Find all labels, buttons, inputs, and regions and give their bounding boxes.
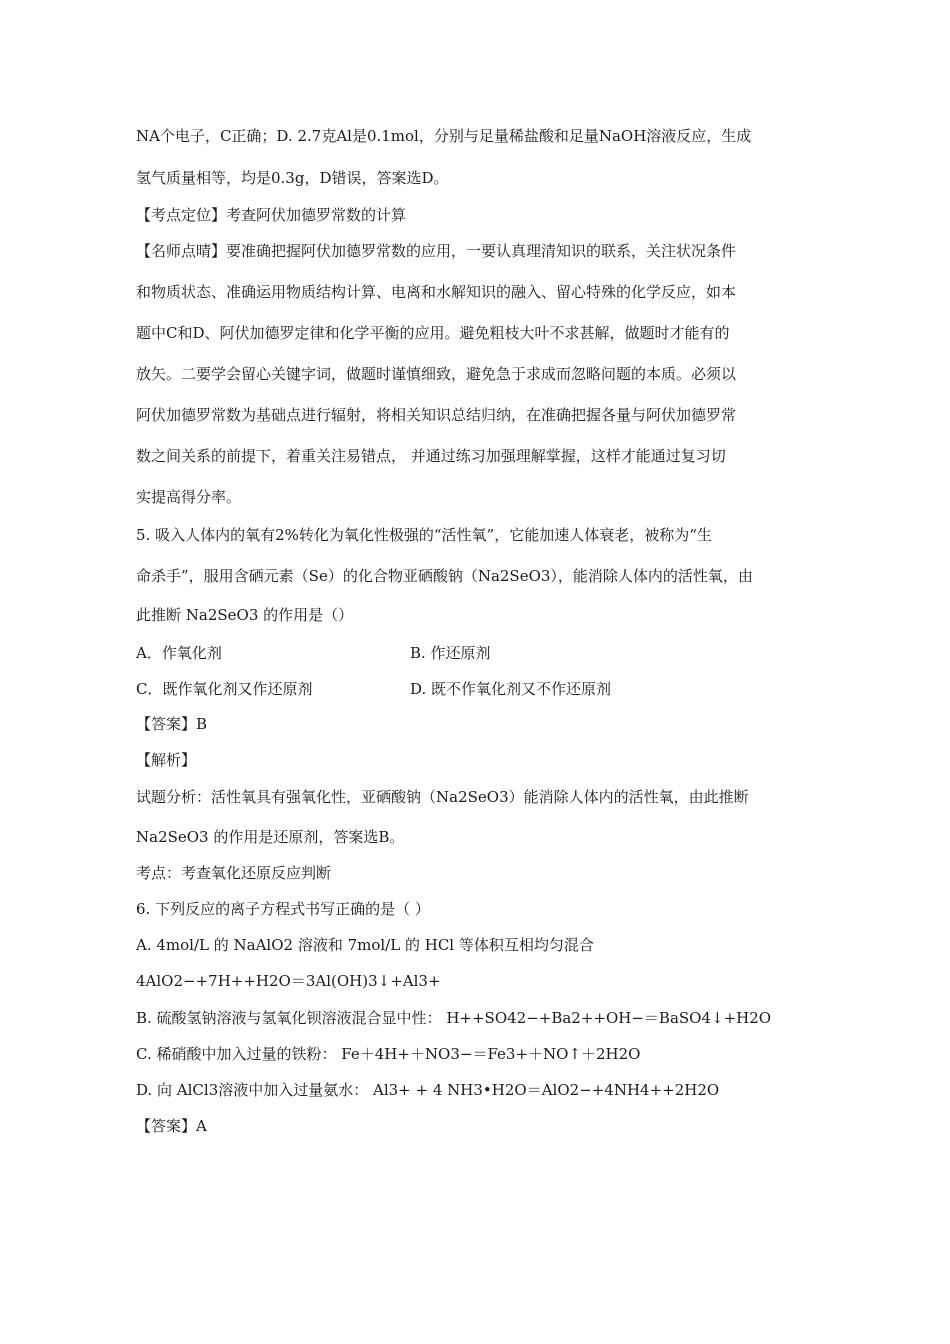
option-c: C．既作氧化剂又作还原剂 (136, 680, 313, 698)
text-line: 此推断 Na2SeO3 的作用是（） (136, 606, 354, 624)
text-line: Na2SeO3 的作用是还原剂，答案选B。 (136, 828, 405, 846)
text-line: 【考点定位】考查阿伏加德罗常数的计算 (136, 206, 407, 224)
text-line: 【名师点晴】要准确把握阿伏加德罗常数的应用，一要认真理清知识的联系，关注状况条件 (136, 242, 737, 260)
question-5: 5. 吸入人体内的氧有2%转化为氧化性极强的“活性氧”，它能加速人体衰老，被称为“生 (136, 526, 712, 544)
text-line: 题中C和D、阿伏加德罗定律和化学平衡的应用。避免粗枝大叶不求甚解，做题时才能有的 (136, 324, 730, 342)
option-a: A. 4mol/L 的 NaAlO2 溶液和 7mol/L 的 HCl 等体积互相均匀混合 (136, 936, 594, 954)
option-b: B. 硫酸氢钠溶液与氢氧化钡溶液混合显中性： H++SO42−+Ba2++OH−＝BaSO4↓+H2O (136, 1009, 772, 1027)
option-d: D. 向 AlCl3溶液中加入过量氨水： Al3+ + 4 NH3•H2O＝AlO2−+4NH4++2H2O (136, 1081, 720, 1099)
text-line: 实提高得分率。 (136, 488, 242, 506)
text-line: 氢气质量相等，均是0.3g，D错误，答案选D。 (136, 169, 449, 187)
option-d: D. 既不作氧化剂又不作还原剂 (410, 680, 612, 698)
text-line: 放矢。二要学会留心关键字词，做题时谨慎细致，避免急于求成而忽略问题的本质。必须以 (136, 365, 737, 383)
option-a: A．作氧化剂 (136, 644, 222, 662)
text-line: 阿伏加德罗常数为基础点进行辐射，将相关知识总结归纳，在准确把握各量与阿伏加德罗常 (136, 406, 737, 424)
answer-label: 【答案】A (136, 1117, 207, 1135)
analysis-label: 【解析】 (136, 751, 197, 769)
text-line: 命杀手”，服用含硒元素（Se）的化合物亚硒酸钠（Na2SeO3），能消除人体内的活性氧，由 (136, 567, 753, 585)
question-6: 6. 下列反应的离子方程式书写正确的是（ ） (136, 900, 430, 918)
text-line: 和物质状态、准确运用物质结构计算、电离和水解知识的融入、留心特殊的化学反应，如本 (136, 283, 737, 301)
text-line: 试题分析：活性氧具有强氧化性，亚硒酸钠（Na2SeO3）能消除人体内的活性氧，由此推断 (136, 788, 749, 806)
text-line: NA个电子，C正确；D. 2.7克Al是0.1mol，分别与足量稀盐酸和足量NaOH溶液反应，生成 (136, 127, 752, 145)
text-line: 数之间关系的前提下，着重关注易错点， 并通过练习加强理解掌握，这样才能通过复习切 (136, 447, 726, 465)
equation-line: 4AlO2−+7H++H2O＝3Al(OH)3↓+Al3+ (136, 972, 441, 990)
text-line: 考点：考查氧化还原反应判断 (136, 864, 332, 882)
option-b: B. 作还原剂 (410, 644, 491, 662)
answer-label: 【答案】B (136, 715, 208, 733)
option-c: C. 稀硝酸中加入过量的铁粉： Fe＋4H+＋NO3−＝Fe3+＋NO↑＋2H2O (136, 1045, 641, 1063)
